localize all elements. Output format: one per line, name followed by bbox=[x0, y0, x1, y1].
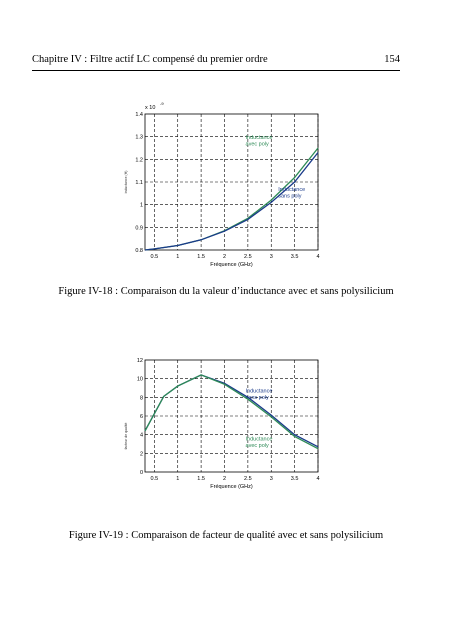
page-number: 154 bbox=[384, 54, 400, 65]
chart2-y-tick-label: 4 bbox=[139, 432, 143, 439]
chart1-x-tick-label: 3 bbox=[269, 254, 273, 260]
chart1-axis-multiplier: x 10 bbox=[145, 105, 156, 111]
chapter-title: Chapitre IV : Filtre actif LC compensé du premier ordre bbox=[32, 54, 268, 65]
chart2-y-tick-label: 12 bbox=[136, 358, 143, 364]
chart1-y-tick-label: 0.8 bbox=[135, 248, 143, 254]
chart2-x-tick-label: 0.5 bbox=[150, 476, 159, 482]
chart1-y-tick-label: 1.1 bbox=[135, 180, 143, 186]
chart2-x-tick-label: 1.5 bbox=[197, 476, 205, 482]
chart1-x-axis-label: Fréquence (GHz) bbox=[210, 262, 253, 268]
chart2-series-label-1: sans poly bbox=[245, 395, 269, 402]
chart1-x-tick-label: 1 bbox=[176, 254, 180, 260]
chart2-x-axis-label: Fréquence (GHz) bbox=[210, 484, 253, 490]
chart1-series-label-1: Inductance bbox=[245, 134, 273, 141]
chart1-x-tick-label: 2 bbox=[222, 254, 227, 260]
chart2-x-tick-label: 4 bbox=[316, 476, 320, 482]
chart2-x-tick-label: 3.5 bbox=[290, 476, 299, 482]
chart1-y-tick-label: 1.3 bbox=[135, 134, 143, 141]
figure-18-caption: Figure IV-18 : Comparaison du la valeur d’inductance avec et sans polysilicium bbox=[58, 286, 394, 297]
chart2-y-tick-label: 10 bbox=[136, 376, 143, 383]
figure-19-caption: Figure IV-19 : Comparaison de facteur de qualité avec et sans polysilicium bbox=[68, 530, 384, 541]
chart1-x-tick-label: 3.5 bbox=[290, 254, 299, 260]
chart1-x-tick-label: 2.5 bbox=[244, 254, 252, 260]
chart1-y-tick-label: 1.2 bbox=[135, 157, 143, 164]
chart2-y-tick-label: 6 bbox=[139, 414, 143, 420]
chart2-x-tick-label: 2 bbox=[222, 476, 227, 482]
chart1-axis-multiplier-exponent: -9 bbox=[160, 101, 164, 106]
chart1-series-label-2: Inductance bbox=[278, 187, 306, 194]
chart2-series-label-2: avec poly bbox=[245, 442, 269, 449]
chart1-y-tick-label: 1.4 bbox=[135, 112, 143, 118]
chart2-y-tick-label: 8 bbox=[139, 395, 143, 402]
chart1-series-label-2: sans poly bbox=[278, 193, 302, 200]
chart1-y-axis-label: inductance (H) bbox=[124, 170, 128, 194]
chart2-y-tick-label: 2 bbox=[139, 451, 143, 458]
chart1-y-tick-label: 1 bbox=[139, 202, 143, 209]
chart1-x-tick-label: 0.5 bbox=[150, 254, 159, 260]
chart2-series-label-2: Inductance bbox=[245, 436, 273, 443]
chart2-x-tick-label: 1 bbox=[176, 476, 180, 482]
chart1-x-tick-label: 4 bbox=[316, 254, 320, 260]
chart2-y-axis-label: facteur de qualité bbox=[124, 422, 128, 450]
chart2-x-tick-label: 2.5 bbox=[244, 476, 252, 482]
chart2-x-tick-label: 3 bbox=[269, 476, 273, 482]
chart1-series-label-1: avec poly bbox=[245, 141, 269, 148]
chart2-y-tick-label: 0 bbox=[139, 470, 143, 476]
chart1-y-tick-label: 0.9 bbox=[135, 225, 143, 232]
chart1-x-tick-label: 1.5 bbox=[197, 254, 205, 260]
chart2-series-label-1: Inductance bbox=[245, 388, 273, 395]
